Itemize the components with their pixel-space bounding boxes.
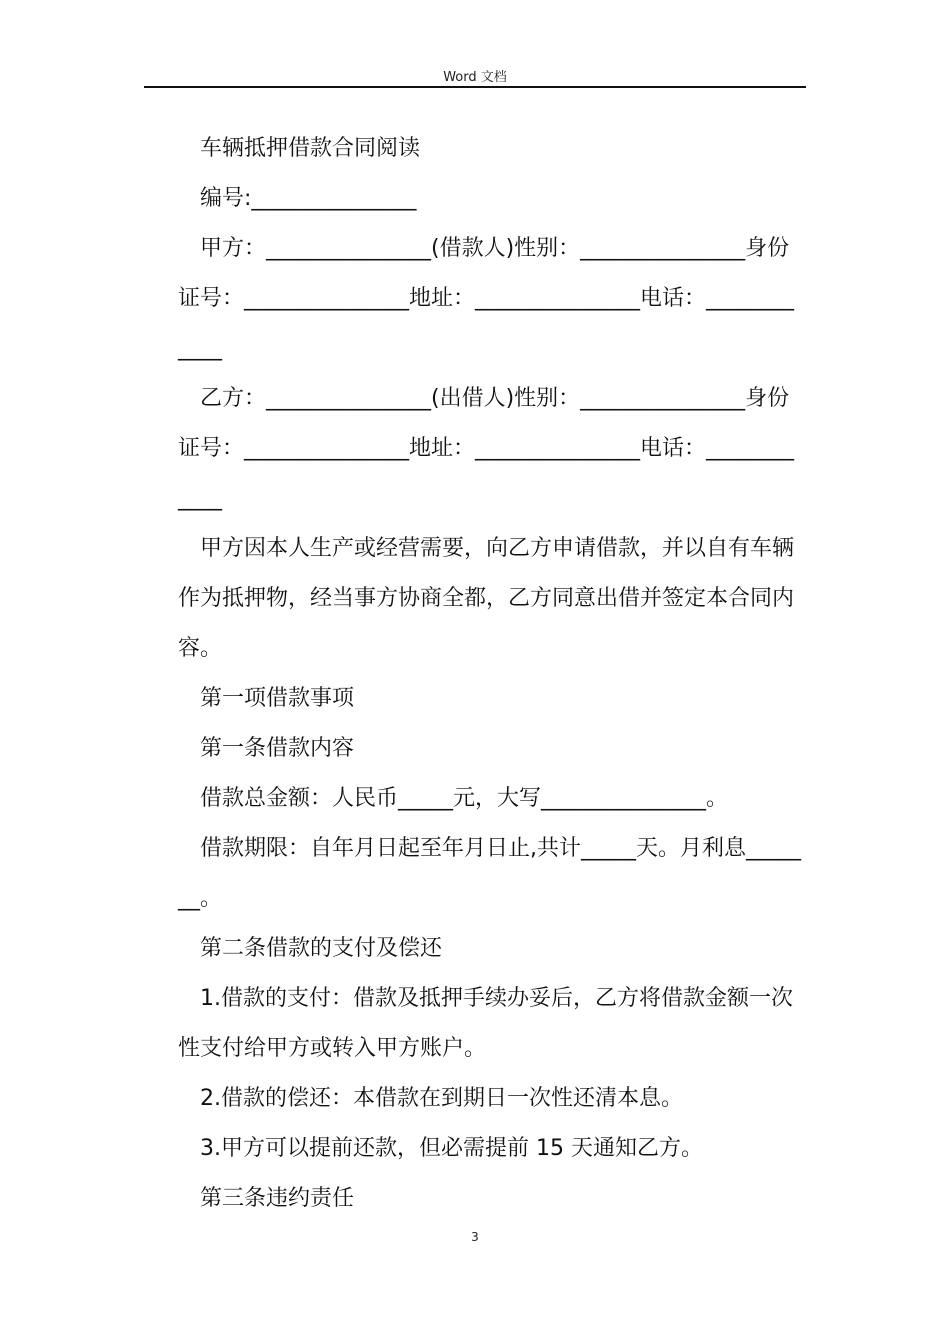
payment-line-1: 1.借款的支付：借款及抵押手续办妥后，乙方将借款金额一次 <box>200 986 793 1011</box>
repayment: 2.借款的偿还：本借款在到期日一次性还清本息。 <box>200 1086 683 1111</box>
document-title: 车辆抵押借款合同阅读 <box>200 136 421 161</box>
page-number: 3 <box>471 1230 479 1244</box>
loan-term-line-1: 借款期限：自年月日起至年月日止,共计_____天。月利息_____ <box>200 836 801 861</box>
document-body <box>178 124 808 1224</box>
payment-line-2: 性支付给甲方或转入甲方账户。 <box>178 1036 487 1061</box>
party-a-line-3: ____ <box>178 336 222 361</box>
article-2-title: 第二条借款的支付及偿还 <box>200 936 443 961</box>
loan-amount: 借款总金额：人民币_____元，大写_______________。 <box>200 786 729 811</box>
header-rule <box>144 86 806 88</box>
party-b-line-3: ____ <box>178 486 222 511</box>
contract-number: 编号:_______________ <box>200 186 417 211</box>
section-1-title: 第一项借款事项 <box>200 686 355 711</box>
party-a-line-1: 甲方：_______________(借款人)性别：_______________身份 <box>200 236 790 261</box>
party-a-line-2: 证号：_______________地址：_______________电话：________ <box>178 286 795 311</box>
intro-line-2: 作为抵押物，经当事方协商全都，乙方同意出借并签定本合同内 <box>178 586 795 611</box>
early-repayment: 3.甲方可以提前还款，但必需提前 15 天通知乙方。 <box>200 1136 703 1161</box>
article-3-title: 第三条违约责任 <box>200 1186 355 1211</box>
loan-term-line-2: __。 <box>178 886 223 911</box>
page-header: Word 文档 <box>443 70 507 85</box>
intro-line-3: 容。 <box>178 636 223 661</box>
intro-line-1: 甲方因本人生产或经营需要，向乙方申请借款，并以自有车辆 <box>200 536 795 561</box>
party-b-line-1: 乙方：_______________(出借人)性别：_______________身份 <box>200 386 790 411</box>
article-1-title: 第一条借款内容 <box>200 736 355 761</box>
party-b-line-2: 证号：_______________地址：_______________电话：________ <box>178 436 795 461</box>
